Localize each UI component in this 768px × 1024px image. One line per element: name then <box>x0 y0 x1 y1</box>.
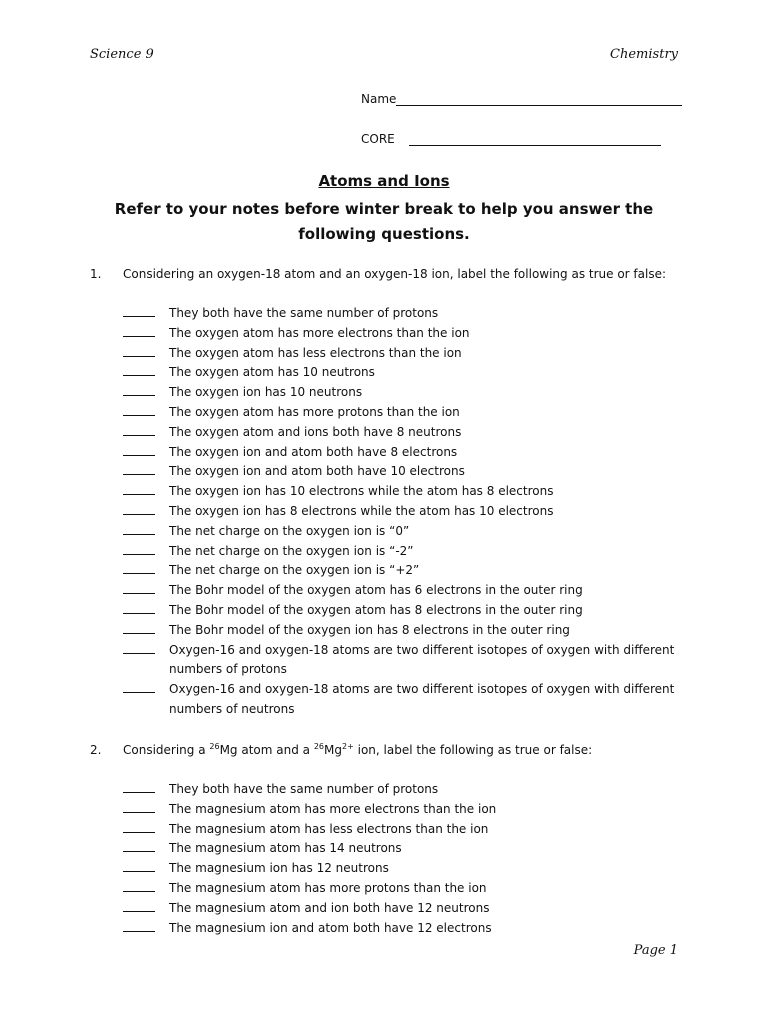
statement-list <box>90 780 710 938</box>
statement-item <box>90 800 710 820</box>
course-label: Science 9 <box>90 47 154 62</box>
statement-item <box>90 899 710 919</box>
prompt-text: Considering a <box>123 743 210 757</box>
question-number: 1. <box>90 267 102 281</box>
statement-item <box>90 403 710 423</box>
core-label: CORE <box>361 132 395 146</box>
name-label: Name <box>361 92 397 106</box>
subject-label: Chemistry <box>610 47 678 62</box>
statement-text: The oxygen atom has 10 neutrons <box>169 365 375 380</box>
element-symbol: Mg <box>324 743 342 757</box>
statement-item <box>90 502 710 522</box>
statement-text: The oxygen ion has 10 electrons while the atom has 8 electrons <box>169 484 554 499</box>
statement-item <box>90 344 710 364</box>
answer-blank[interactable] <box>123 859 155 872</box>
statement-text: They both have the same number of protons <box>169 306 439 320</box>
statement-text: The magnesium atom has less electrons than the ion <box>169 821 489 836</box>
question-number: 2. <box>90 743 102 757</box>
worksheet-title: Atoms and Ions <box>318 172 450 190</box>
statement-item <box>90 919 710 939</box>
statement-text: The magnesium ion has 12 neutrons <box>169 861 389 876</box>
statement-text: The oxygen atom has more electrons than the ion <box>169 325 470 340</box>
ion-charge: 2+ <box>342 742 354 751</box>
answer-blank[interactable] <box>123 522 155 535</box>
name-field[interactable] <box>361 92 682 106</box>
statement-text: The oxygen atom and ions both have 8 neutrons <box>169 424 462 439</box>
answer-blank[interactable] <box>123 800 155 813</box>
answer-blank[interactable] <box>123 462 155 475</box>
answer-blank[interactable] <box>123 344 155 357</box>
statement-text: The oxygen atom has more protons than the ion <box>169 404 460 419</box>
statement-item <box>90 859 710 879</box>
answer-blank[interactable] <box>123 502 155 515</box>
answer-blank[interactable] <box>123 542 155 555</box>
mass-number: 26 <box>313 742 325 751</box>
statement-text: The Bohr model of the oxygen ion has 8 electrons in the outer ring <box>169 622 570 637</box>
statement-item <box>90 879 710 899</box>
statement-text: The Bohr model of the oxygen atom has 8 electrons in the outer ring <box>169 602 583 617</box>
prompt-text: ion, label the following as true or false: <box>353 743 593 757</box>
answer-blank[interactable] <box>123 601 155 614</box>
name-blank-line[interactable] <box>396 93 682 106</box>
answer-blank[interactable] <box>123 839 155 852</box>
answer-blank[interactable] <box>123 581 155 594</box>
statement-item <box>90 542 710 562</box>
statement-item <box>90 561 710 581</box>
question-prompt: Considering an oxygen-18 atom and an oxygen-18 ion, label the following as true or false: <box>123 267 667 281</box>
answer-blank[interactable] <box>123 641 155 654</box>
statement-item <box>90 324 710 344</box>
statement-item <box>90 601 710 621</box>
statement-item <box>90 482 710 502</box>
statement-item <box>90 383 710 403</box>
question-2 <box>90 741 710 938</box>
statement-text: The magnesium atom has 14 neutrons <box>169 841 402 856</box>
statement-text: The magnesium atom has more protons than the ion <box>169 880 487 895</box>
statement-text: The Bohr model of the oxygen atom has 6 electrons in the outer ring <box>169 583 583 598</box>
statement-item <box>90 443 710 463</box>
answer-blank[interactable] <box>123 621 155 634</box>
statement-item <box>90 820 710 840</box>
answer-blank[interactable] <box>123 820 155 833</box>
statement-text: The net charge on the oxygen ion is “+2” <box>169 563 420 578</box>
statement-text: They both have the same number of protons <box>169 782 439 796</box>
worksheet-instructions: Refer to your notes before winter break to help you answer the following questions. <box>114 200 654 243</box>
core-field[interactable] <box>361 132 661 146</box>
statement-item <box>90 780 710 800</box>
answer-blank[interactable] <box>123 443 155 456</box>
answer-blank[interactable] <box>123 561 155 574</box>
question-prompt <box>123 741 710 760</box>
statement-item <box>90 522 710 542</box>
answer-blank[interactable] <box>123 403 155 416</box>
statement-text: The magnesium atom and ion both have 12 neutrons <box>169 900 490 915</box>
statement-text: The net charge on the oxygen ion is “-2” <box>169 543 414 558</box>
mass-number: 26 <box>209 742 220 751</box>
answer-blank[interactable] <box>123 423 155 436</box>
answer-blank[interactable] <box>123 482 155 495</box>
statement-item <box>90 641 710 681</box>
prompt-text: Mg atom and a <box>219 743 314 757</box>
answer-blank[interactable] <box>123 304 155 317</box>
statement-text: The magnesium atom has more electrons than the ion <box>169 801 497 816</box>
statement-item <box>90 304 710 324</box>
statement-text: Oxygen-16 and oxygen-18 atoms are two different isotopes of oxygen with different numbers of neutrons <box>169 682 675 716</box>
statement-item <box>90 680 710 720</box>
answer-blank[interactable] <box>123 383 155 396</box>
statement-item <box>90 363 710 383</box>
page-number: Page 1 <box>633 943 678 958</box>
answer-blank[interactable] <box>123 780 155 793</box>
answer-blank[interactable] <box>123 919 155 932</box>
core-blank-line[interactable] <box>409 133 661 146</box>
answer-blank[interactable] <box>123 680 155 693</box>
statement-text: The oxygen ion has 8 electrons while the atom has 10 electrons <box>169 503 554 518</box>
answer-blank[interactable] <box>123 363 155 376</box>
statement-item <box>90 839 710 859</box>
statement-text: The oxygen ion and atom both have 10 electrons <box>169 464 465 479</box>
statement-text: The oxygen atom has less electrons than the ion <box>169 345 462 360</box>
statement-text: The oxygen ion has 10 neutrons <box>169 385 363 400</box>
statement-item <box>90 423 710 443</box>
statement-text: Oxygen-16 and oxygen-18 atoms are two different isotopes of oxygen with different numbers of protons <box>169 642 675 677</box>
answer-blank[interactable] <box>123 879 155 892</box>
statement-text: The magnesium ion and atom both have 12 electrons <box>169 920 492 935</box>
question-1 <box>90 265 710 720</box>
statement-item <box>90 581 710 601</box>
statement-list <box>90 304 710 720</box>
answer-blank[interactable] <box>123 899 155 912</box>
answer-blank[interactable] <box>123 324 155 337</box>
statement-item <box>90 621 710 641</box>
statement-item <box>90 462 710 482</box>
statement-text: The net charge on the oxygen ion is “0” <box>169 523 410 538</box>
statement-text: The oxygen ion and atom both have 8 electrons <box>169 444 458 459</box>
